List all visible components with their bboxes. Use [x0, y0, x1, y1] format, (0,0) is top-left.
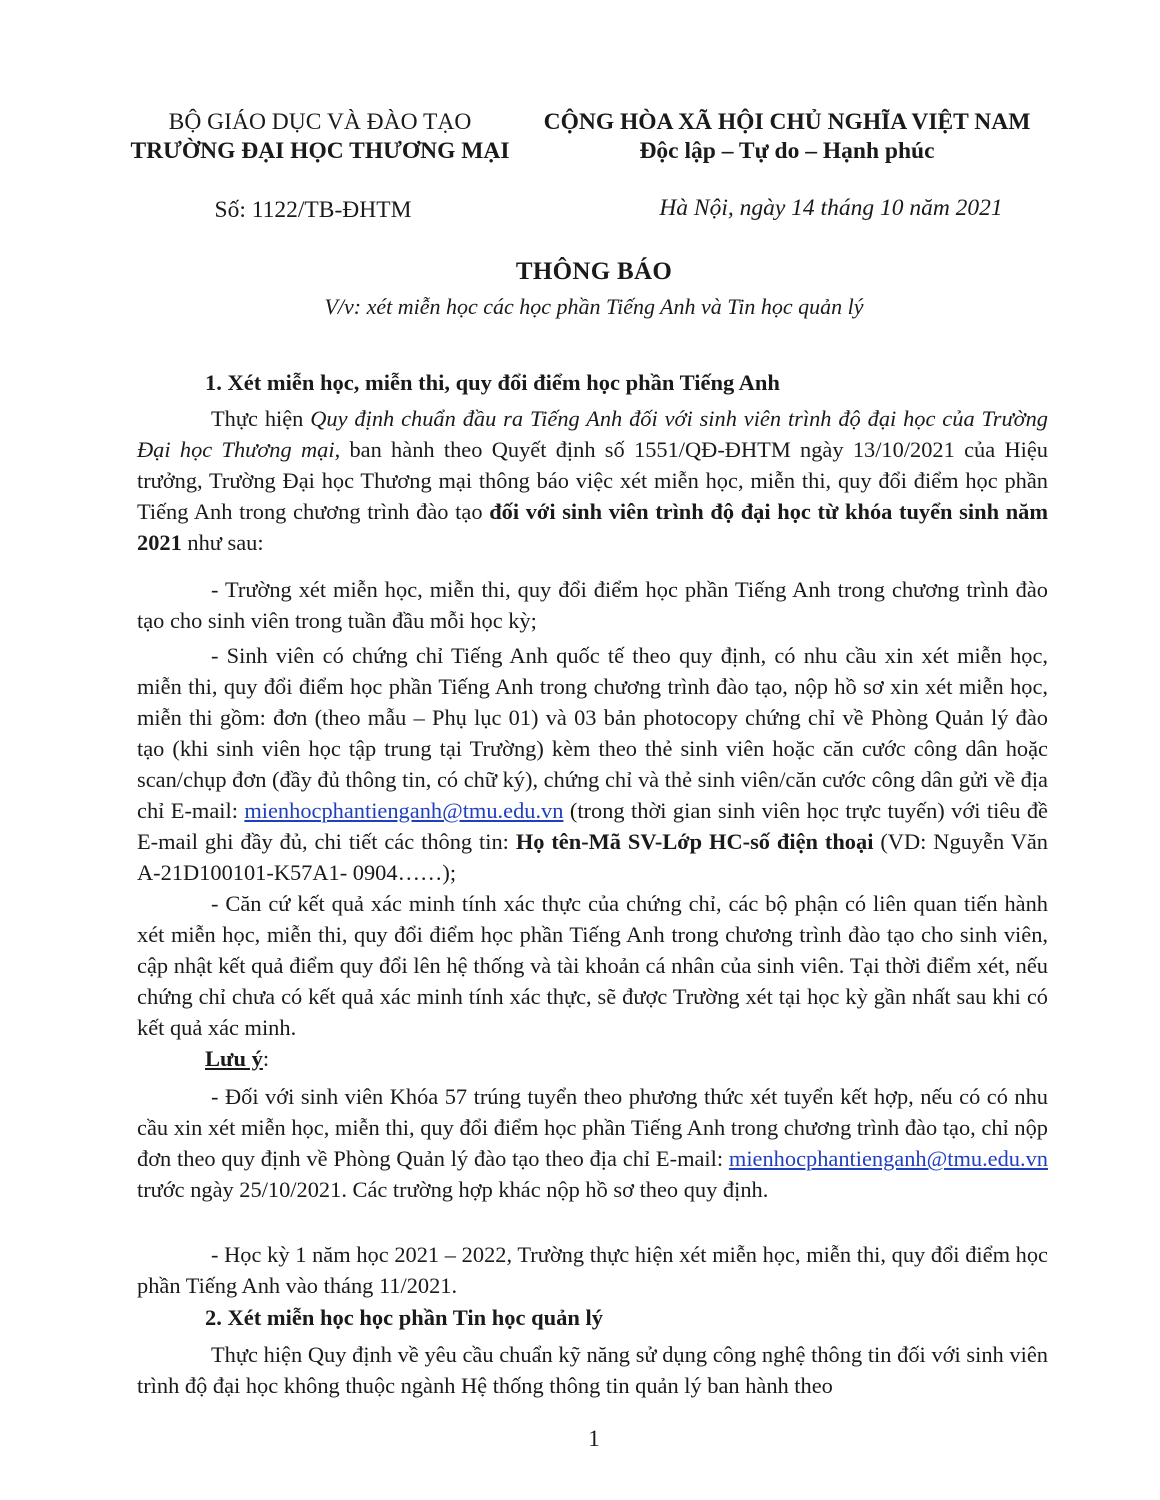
- document-date: Hà Nội, ngày 14 tháng 10 năm 2021: [659, 195, 1003, 221]
- email-subject-format: Họ tên-Mã SV-Lớp HC-số điện thoại: [515, 829, 874, 854]
- republic-name: CỘNG HÒA XÃ HỘI CHỦ NGHĨA VIỆT NAM: [543, 109, 1031, 135]
- page-number: 1: [588, 1426, 600, 1451]
- section1-paragraph-5: - Đối với sinh viên Khóa 57 trúng tuyển theo phương thức xét tuyển kết hợp, nếu có có nhu cầu xin xét miễn học, miễn thi, quy đổi điểm học phần Tiếng Anh trong chương trình đào tạo, chỉ nộp đơn theo quy định về Phòng Quản lý đào tạo theo địa chỉ E-mail: mienhocphantienganh@tmu.edu.vn trước ngày 25/10/2021. Các trường hợp khác nộp hồ sơ theo quy định.: [137, 1084, 1048, 1202]
- regulation-title: Quy định chuẩn đầu ra Tiếng Anh đối với sinh viên trình độ đại học của Trường Đại học Thương mại: [137, 406, 1048, 462]
- note-label: Lưu ý:: [205, 1046, 270, 1071]
- section1-heading: 1. Xét miễn học, miễn thi, quy đổi điểm học phần Tiếng Anh: [205, 370, 780, 395]
- target-students: đối với sinh viên trình độ đại học từ khóa tuyển sinh năm 2021: [137, 499, 1048, 555]
- section2-heading: 2. Xét miễn học học phần Tin học quản lý: [205, 1305, 604, 1330]
- section2-paragraph-1: Thực hiện Quy định về yêu cầu chuẩn kỹ năng sử dụng công nghệ thông tin đối với sinh viên trình độ đại học không thuộc ngành Hệ thống thông tin quản lý ban hành theo: [137, 1342, 1048, 1398]
- section1-paragraph-1: Thực hiện Quy định chuẩn đầu ra Tiếng Anh đối với sinh viên trình độ đại học của Trường Đại học Thương mại, ban hành theo Quyết định số 1551/QĐ-ĐHTM ngày 13/10/2021 của Hiệu trưởng, Trường Đại học Thương mại thông báo việc xét miễn học, miễn thi, quy đổi điểm học phần Tiếng Anh trong chương trình đào tạo đối với sinh viên trình độ đại học từ khóa tuyển sinh năm 2021 như sau:: [137, 406, 1048, 555]
- document-number: Số: 1122/TB-ĐHTM: [214, 197, 412, 223]
- email-link-2[interactable]: mienhocphantienganh@tmu.edu.vn: [728, 1146, 1048, 1171]
- section1-paragraph-6: - Học kỳ 1 năm học 2021 – 2022, Trường thực hiện xét miễn học, miễn thi, quy đổi điểm học phần Tiếng Anh vào tháng 11/2021.: [137, 1242, 1048, 1298]
- section1-paragraph-2: - Trường xét miễn học, miễn thi, quy đổi điểm học phần Tiếng Anh trong chương trình đào tạo cho sinh viên trong tuần đầu mỗi học kỳ;: [137, 577, 1048, 633]
- section1-paragraph-3: - Sinh viên có chứng chỉ Tiếng Anh quốc tế theo quy định, có nhu cầu xin xét miễn học, miễn thi, quy đổi điểm học phần Tiếng Anh trong chương trình đào tạo, nộp hồ sơ xin xét miễn học, miễn thi gồm: đơn (theo mẫu – Phụ lục 01) và 03 bản photocopy chứng chỉ về Phòng Quản lý đào tạo (khi sinh viên học tập trung tại Trường) kèm theo thẻ sinh viên hoặc căn cước công dân hoặc scan/chụp đơn (đầy đủ thông tin, có chữ ký), chứng chỉ và thẻ sinh viên/căn cước công dân gửi về địa chỉ E-mail: mienhocphantienganh@tmu.edu.vn (trong thời gian sinh viên học trực tuyến) với tiêu đề E-mail ghi đầy đủ, chi tiết các thông tin: Họ tên-Mã SV-Lớp HC-số điện thoại (VD: Nguyễn Văn A-21D100101-K57A1- 0904……);: [137, 643, 1048, 885]
- section1-paragraph-4: - Căn cứ kết quả xác minh tính xác thực của chứng chỉ, các bộ phận có liên quan tiến hành xét miễn học, miễn thi, quy đổi điểm học phần Tiếng Anh trong chương trình đào tạo cho sinh viên, cập nhật kết quả điểm quy đổi lên hệ thống và tài khoản cá nhân của sinh viên. Tại thời điểm xét, nếu chứng chỉ chưa có kết quả xác minh tính xác thực, sẽ được Trường xét tại học kỳ gần nhất sau khi có kết quả xác minh.: [137, 891, 1048, 1040]
- notice-title: THÔNG BÁO: [515, 258, 673, 285]
- notice-subject: V/v: xét miễn học các học phần Tiếng Anh và Tin học quản lý: [324, 294, 864, 319]
- email-link[interactable]: mienhocphantienganh@tmu.edu.vn: [244, 798, 564, 823]
- national-motto: Độc lập – Tự do – Hạnh phúc: [639, 138, 935, 164]
- ministry-name: BỘ GIÁO DỤC VÀ ĐÀO TẠO: [168, 109, 472, 135]
- university-name: TRƯỜNG ĐẠI HỌC THƯƠNG MẠI: [130, 138, 510, 164]
